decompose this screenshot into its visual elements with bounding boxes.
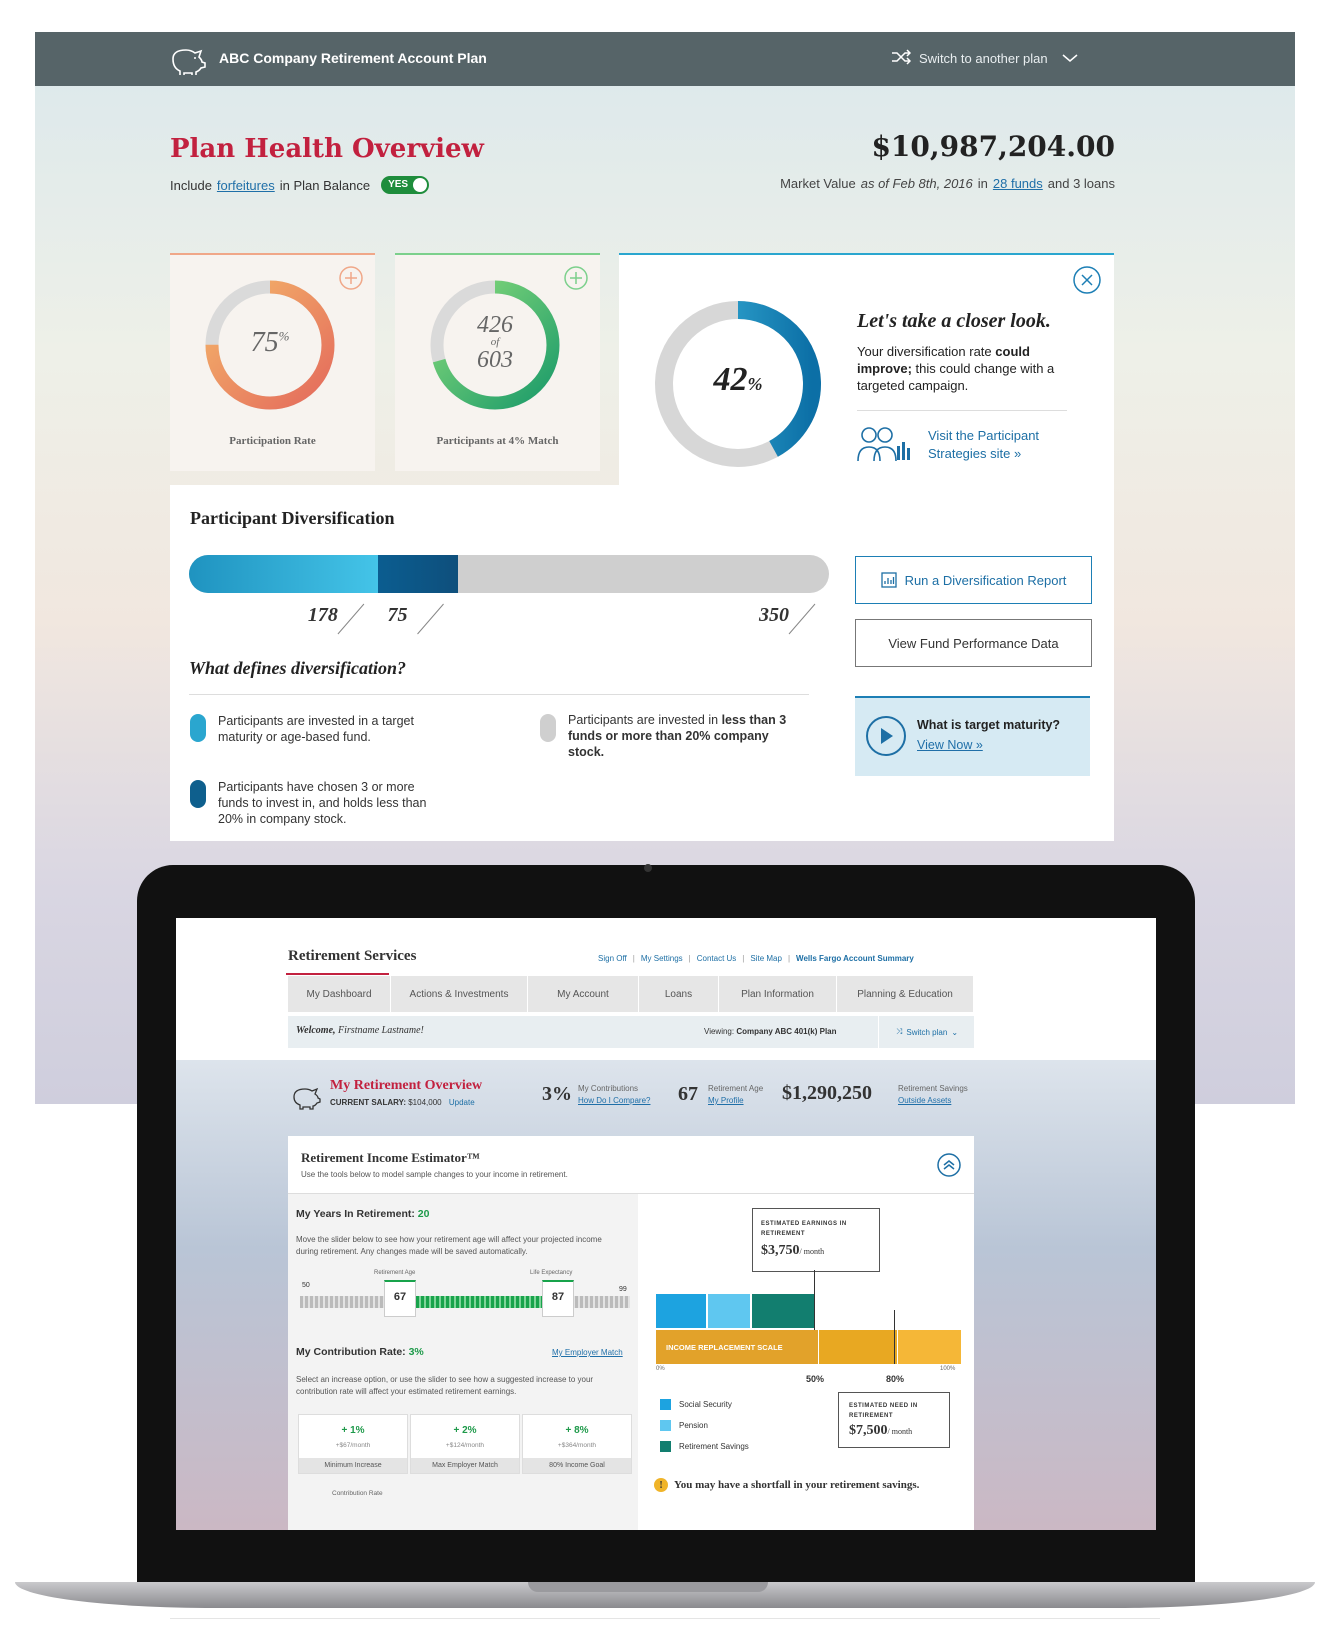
footer-rule <box>170 1618 1160 1619</box>
include-label: Include <box>170 177 212 193</box>
bar-segment-diversified <box>378 555 458 593</box>
funds-link[interactable]: 28 funds <box>992 176 1043 191</box>
participation-value: 75% <box>250 327 290 358</box>
play-icon[interactable] <box>865 715 907 757</box>
need-marker <box>894 1310 895 1364</box>
diversification-title: Participant Diversification <box>190 508 395 528</box>
shortfall-warning: ! You may have a shortfall in your retirement savings. <box>654 1478 919 1492</box>
contact-us-link[interactable]: Contact Us <box>696 954 737 963</box>
scale-80-100 <box>897 1330 961 1364</box>
view-fund-performance-button[interactable]: View Fund Performance Data <box>855 619 1092 667</box>
life-expectancy-handle[interactable]: 87 <box>542 1280 574 1317</box>
participation-rate-card[interactable] <box>170 253 375 471</box>
legend-text-target: Participants are invested in a target maturity or age-based fund. <box>218 714 414 744</box>
legend-text-other: Participants are invested in less than 3 funds or more than 20% company stock. <box>568 713 787 759</box>
site-map-link[interactable]: Site Map <box>750 954 782 963</box>
legend-swatch-retirement-savings <box>660 1441 671 1452</box>
target-maturity-video[interactable] <box>855 696 1090 776</box>
collapse-icon[interactable] <box>936 1152 962 1178</box>
top-header-bar <box>35 32 1295 86</box>
toggle-knob <box>413 178 427 192</box>
income-legend: Social Security Pension Retirement Savings <box>660 1394 749 1457</box>
laptop-screen <box>176 918 1156 1530</box>
income-sources-bar <box>656 1294 814 1328</box>
legend-swatch-other <box>540 714 556 742</box>
participants-group-icon <box>856 424 910 464</box>
estimated-need-box: ESTIMATED NEED IN RETIREMENT $7,500/ month <box>838 1392 950 1448</box>
view-now-link[interactable]: View Now » <box>917 738 983 752</box>
years-in-retirement: My Years In Retirement: 20 <box>296 1208 430 1220</box>
income-replacement-scale <box>656 1330 961 1364</box>
participants-label: Participants at 4% Match <box>436 435 559 447</box>
participation-label: Participation Rate <box>229 435 316 447</box>
welcome-bar <box>288 1016 974 1048</box>
site-title: Retirement Services <box>288 948 417 964</box>
scale-label: INCOME REPLACEMENT SCALE <box>656 1330 818 1364</box>
bar-label-slashes <box>189 600 829 636</box>
retirement-savings-label: Retirement Savings <box>898 1084 968 1093</box>
switch-plan-control[interactable] <box>891 45 1078 71</box>
expand-plus-icon[interactable] <box>338 265 364 291</box>
scale-min: 0% <box>656 1366 665 1372</box>
plan-title: ABC Company Retirement Account Plan <box>219 50 487 66</box>
viewing-plan: Viewing: Company ABC 401(k) Plan <box>704 1027 837 1036</box>
bar-label-target: 178 <box>307 604 338 626</box>
slider-min: 50 <box>302 1282 310 1289</box>
retirement-slider-track[interactable] <box>300 1296 630 1308</box>
loans-text: and 3 loans <box>1047 176 1115 191</box>
update-link[interactable]: Update <box>448 1098 475 1107</box>
outside-assets-link[interactable]: Outside Assets <box>898 1096 952 1105</box>
option-minimum-increase[interactable]: + 1% +$67/month Minimum Increase <box>298 1414 408 1474</box>
tab-loans[interactable]: Loans <box>639 976 719 1012</box>
years-description: Move the slider below to see how your retirement age will affect your projected income during retirement. Any changes made will be saved automatically. <box>296 1235 602 1256</box>
run-report-button[interactable]: Run a Diversification Report <box>855 556 1092 604</box>
market-value-label: Market Value <box>780 176 856 191</box>
my-profile-link[interactable]: My Profile <box>708 1096 744 1105</box>
participants-match-card[interactable] <box>395 253 600 471</box>
forfeitures-toggle[interactable] <box>381 176 429 194</box>
tab-plan-information[interactable]: Plan Information <box>719 976 837 1012</box>
toggle-label: YES <box>388 179 409 190</box>
laptop-camera <box>644 864 652 872</box>
divider <box>857 410 1067 411</box>
retirement-savings-value: $1,290,250 <box>782 1082 872 1104</box>
slider-life-label: Life Expectancy <box>530 1270 573 1276</box>
sign-off-link[interactable]: Sign Off <box>598 954 627 963</box>
legend-swatch-pension <box>660 1420 671 1431</box>
include-suffix: in Plan Balance <box>279 177 371 193</box>
tab-planning-education[interactable]: Planning & Education <box>837 976 974 1012</box>
piggy-bank-icon <box>167 43 207 75</box>
estimated-earnings-box: ESTIMATED EARNINGS IN RETIREMENT $3,750/ month <box>752 1208 880 1272</box>
tab-actions-investments[interactable]: Actions & Investments <box>391 976 528 1012</box>
how-compare-link[interactable]: How Do I Compare? <box>578 1096 651 1105</box>
account-summary-link[interactable]: Wells Fargo Account Summary <box>796 954 914 963</box>
salary-row: CURRENT SALARY: $104,000 Update <box>330 1098 475 1107</box>
retirement-age-value: 67 <box>678 1083 698 1105</box>
scale-50-80 <box>818 1330 897 1364</box>
utility-links: Sign Off | My Settings | Contact Us | Site Map | Wells Fargo Account Summary <box>598 954 914 963</box>
scale-50: 50% <box>806 1374 825 1384</box>
retirement-slider-range <box>416 1296 544 1308</box>
plan-balance: $10,987,204.00 <box>871 130 1115 163</box>
slider-retirement-label: Retirement Age <box>374 1270 416 1276</box>
bar-retirement-savings <box>750 1294 814 1328</box>
my-settings-link[interactable]: My Settings <box>640 954 683 963</box>
shuffle-icon <box>891 49 911 68</box>
close-icon[interactable] <box>1072 265 1102 295</box>
contribution-rate-footer: Contribution Rate <box>332 1490 383 1497</box>
welcome-text: Welcome, Firstname Lastname! <box>296 1025 424 1036</box>
estimator-subtitle: Use the tools below to model sample changes to your income in retirement. <box>301 1170 568 1179</box>
retirement-overview-title: My Retirement Overview <box>330 1078 483 1093</box>
tab-my-dashboard[interactable]: My Dashboard <box>288 976 391 1012</box>
legend-swatch-target <box>190 714 206 742</box>
contribution-label: My Contributions <box>578 1084 639 1093</box>
option-max-employer-match[interactable]: + 2% +$124/month Max Employer Match <box>410 1414 520 1474</box>
slider-max: 99 <box>619 1286 627 1293</box>
forfeitures-link[interactable]: forfeitures <box>216 177 275 193</box>
main-nav <box>288 976 974 1012</box>
diversification-question: What defines diversification? <box>189 658 406 678</box>
switch-plan-button[interactable]: ⤨ Switch plan ⌄ <box>878 1016 975 1048</box>
participant-strategies-link[interactable]: Visit the Participant Strategies site » <box>928 428 1040 461</box>
estimated-need-value: $7,500/ month <box>849 1423 913 1438</box>
estimator-title: Retirement Income Estimator™ <box>301 1150 480 1165</box>
market-value-in: in <box>977 176 988 191</box>
estimated-earnings-value: $3,750/ month <box>761 1243 825 1258</box>
warning-icon: ! <box>654 1478 668 1492</box>
laptop-notch <box>528 1582 768 1592</box>
participants-value: 426 of 603 <box>477 312 513 373</box>
closer-look-body: Your diversification rate could improve; this could change with a targeted campaign. <box>857 344 1055 393</box>
earnings-marker <box>814 1270 815 1330</box>
employer-match-link[interactable]: My Employer Match <box>552 1348 623 1357</box>
contribution-rate: My Contribution Rate: 3% <box>296 1346 424 1358</box>
diversification-bar <box>189 555 829 593</box>
bar-pension <box>706 1294 750 1328</box>
bar-label-other: 350 <box>759 604 789 626</box>
scale-max: 100% <box>940 1366 956 1372</box>
retirement-age-label: Retirement Age <box>708 1084 764 1093</box>
market-value-date: as of Feb 8th, 2016 <box>860 176 973 191</box>
video-title: What is target maturity? <box>917 718 1061 732</box>
bar-segment-target-maturity <box>189 555 378 593</box>
retirement-age-handle[interactable]: 67 <box>384 1280 416 1317</box>
bar-social-security <box>656 1294 706 1328</box>
option-income-goal[interactable]: + 8% +$364/month 80% Income Goal <box>522 1414 632 1474</box>
chart-icon <box>881 572 897 588</box>
divider <box>189 694 809 695</box>
piggy-bank-icon <box>290 1084 324 1110</box>
chevron-down-icon: ⌄ <box>951 1027 959 1037</box>
closer-look-heading: Let's take a closer look. <box>857 310 1051 332</box>
bar-label-diversified: 75 <box>387 604 408 626</box>
chevron-down-icon <box>1062 51 1078 66</box>
tab-my-account[interactable]: My Account <box>528 976 639 1012</box>
diversification-value: 42% <box>713 361 763 398</box>
page-title: Plan Health Overview <box>170 134 484 164</box>
contribution-value: 3% <box>542 1083 572 1105</box>
switch-plan-label: Switch to another plan <box>919 50 1048 66</box>
active-tab-indicator <box>286 973 389 975</box>
forfeitures-row <box>170 176 429 194</box>
legend-text-diversified: Participants have chosen 3 or more funds to invest in, and holds less than 20% in company stock. <box>218 780 427 826</box>
expand-plus-icon[interactable] <box>563 265 589 291</box>
shuffle-icon: ⤨ <box>895 1027 903 1036</box>
scale-80: 80% <box>886 1374 905 1384</box>
contribution-description: Select an increase option, or use the slider to see how a suggested increase to your contribution rate will affect your estimated retirement earnings. <box>296 1375 594 1396</box>
legend-swatch-social-security <box>660 1399 671 1410</box>
market-value-row <box>780 176 1115 191</box>
legend-swatch-diversified <box>190 780 206 808</box>
